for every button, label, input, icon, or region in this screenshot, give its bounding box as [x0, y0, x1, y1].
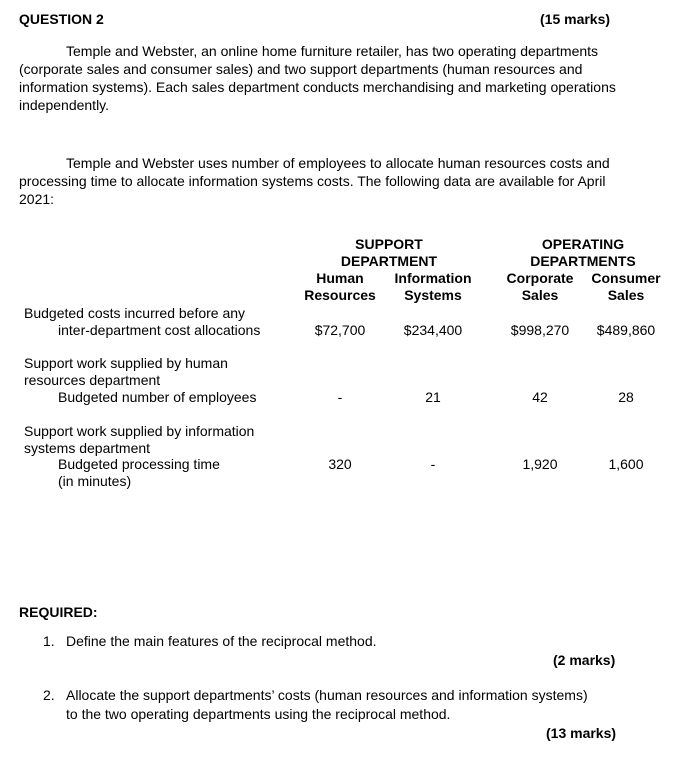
- question-marks: (15 marks): [540, 11, 611, 27]
- required-item-1-marks: (2 marks): [553, 652, 616, 668]
- employees-corporate: 42: [532, 389, 548, 405]
- required-item-2-text-1: Allocate the support departments’ costs (human resources and information systems): [66, 687, 588, 703]
- employees-is: 21: [425, 389, 441, 405]
- costs-row-label-2: inter-department cost allocations: [58, 322, 261, 338]
- minutes-corporate: 1,920: [522, 456, 558, 472]
- cost-hr: $72,700: [314, 322, 366, 338]
- is-section-heading-2: systems department: [24, 440, 151, 456]
- required-item-1-text: Define the main features of the reciprocal method.: [66, 633, 377, 649]
- cost-is: $234,400: [403, 322, 463, 338]
- required-item-2-marks: (13 marks): [546, 725, 617, 741]
- allocation-paragraph-text: Temple and Webster uses number of employees to allocate human resources costs and processing time to allocate information systems costs. The following data are available for April 2021:: [19, 155, 610, 207]
- cost-corporate: $998,270: [510, 322, 570, 338]
- col-corporate-line1: Corporate: [506, 270, 574, 286]
- required-heading: REQUIRED:: [19, 604, 98, 620]
- employees-consumer: 28: [618, 389, 634, 405]
- question-title: QUESTION 2: [19, 11, 104, 27]
- operating-header-line2: DEPARTMENTS: [530, 253, 636, 269]
- col-hr-line1: Human: [316, 270, 364, 286]
- intro-paragraph-text: Temple and Webster, an online home furniture retailer, has two operating departments (corporate sales and consumer sales) and two support departments (human resources and information systems). Each sales department conducts merchandising and marketing operations independently.: [19, 43, 616, 113]
- col-consumer-line1: Consumer: [591, 270, 661, 286]
- col-is-line2: Systems: [404, 287, 462, 303]
- cost-consumer: $489,860: [596, 322, 656, 338]
- allocation-paragraph: [19, 154, 639, 208]
- hr-section-heading-2: resources department: [24, 372, 161, 388]
- support-header-line1: SUPPORT: [355, 236, 423, 252]
- intro-paragraph: [19, 42, 639, 114]
- minutes-is: -: [430, 456, 436, 472]
- operating-header-line1: OPERATING: [541, 236, 625, 252]
- costs-row-label-1: Budgeted costs incurred before any: [24, 305, 246, 321]
- is-row-label-1: Budgeted processing time: [58, 456, 220, 472]
- col-is-line1: Information: [394, 270, 472, 286]
- required-item-2-number: 2.: [43, 687, 55, 703]
- col-corporate-line2: Sales: [521, 287, 559, 303]
- is-section-heading-1: Support work supplied by information: [24, 423, 255, 439]
- hr-row-label: Budgeted number of employees: [58, 389, 257, 405]
- col-consumer-line2: Sales: [607, 287, 645, 303]
- required-item-2-text-2: to the two operating departments using the reciprocal method.: [66, 706, 451, 722]
- hr-section-heading-1: Support work supplied by human: [24, 355, 228, 371]
- minutes-hr: 320: [328, 456, 352, 472]
- required-item-1-number: 1.: [43, 633, 55, 649]
- support-header-line2: DEPARTMENT: [340, 253, 438, 269]
- is-row-label-2: (in minutes): [58, 473, 132, 489]
- col-hr-line2: Resources: [304, 287, 376, 303]
- employees-hr: -: [337, 389, 343, 405]
- minutes-consumer: 1,600: [608, 456, 644, 472]
